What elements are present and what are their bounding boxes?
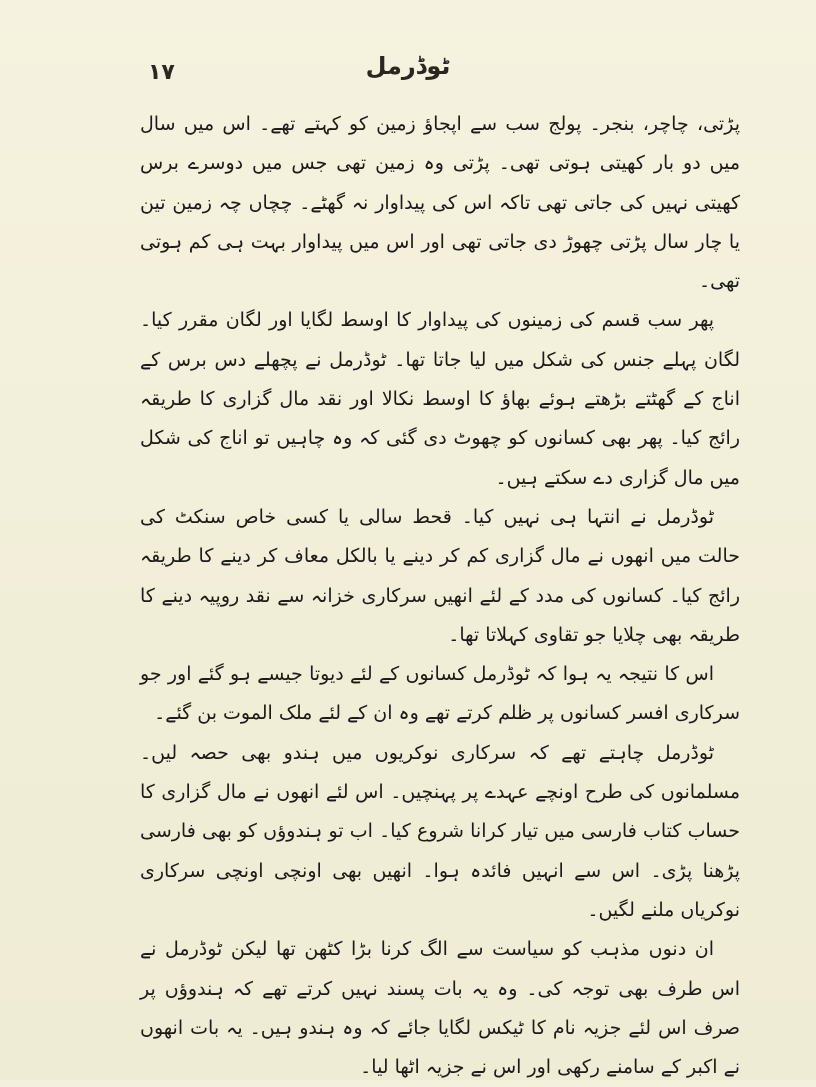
paragraph: ان دنوں مذہب کو سیاست سے الگ کرنا بڑا کٹھن تھا لیکن ٹوڈرمل نے اس طرف بھی توجہ کی۔ وہ یہ بات پسند نہیں کرتے تھے کہ ہندوؤں پر صرف اس لئے جزیہ نام کا ٹیکس لگایا جائے کہ وہ ہندو ہیں۔ یہ بات انھوں نے اکبر کے سامنے رکھی اور اس نے جزیہ اٹھا لیا۔ xyxy=(140,938,740,1079)
paragraph: پھر سب قسم کی زمینوں کی پیداوار کا اوسط لگایا اور لگان مقرر کیا۔ لگان پہلے جنس کی شکل میں لیا جاتا تھا۔ ٹوڈرمل نے پچھلے دس برس کے اناج کے گھٹتے بڑھتے ہوئے بھاؤ کا اوسط نکالا اور نقد مال گزاری کا طریقہ رائج کیا۔ پھر بھی کسانوں کو چھوٹ دی گئی کہ وہ چاہیں تو اناج کی شکل میں مال گزاری دے سکتے ہیں۔ xyxy=(140,309,740,489)
paragraph: پڑتی، چاچر، بنجر۔ پولج سب سے اپجاؤ زمین کو کہتے تھے۔ اس میں سال میں دو بار کھیتی ہوتی تھی۔ پڑتی وہ زمین تھی جس میں دوسرے برس کھیتی نہیں کی جاتی تھی تاکہ اس کی پیداوار نہ گھٹے۔ چچاں چہ زمین تین یا چار سال پڑتی چھوڑ دی جاتی تھی اور اس میں پیداوار بہت ہی کم ہوتی تھی۔ xyxy=(140,113,740,293)
paragraph: ٹوڈرمل چاہتے تھے کہ سرکاری نوکریوں میں ہندو بھی حصہ لیں۔ مسلمانوں کی طرح اونچے عہدے پر پہنچیں۔ اس لئے انھوں نے مال گزاری کا حساب کتاب فارسی میں تیار کرانا شروع کیا۔ اب تو ہندوؤں کو بھی فارسی پڑھنا پڑی۔ اس سے انہیں فائدہ ہوا۔ انھیں بھی اونچی اونچی سرکاری نوکریاں ملنے لگیں۔ xyxy=(140,741,740,921)
body-text xyxy=(140,105,740,1087)
paragraph: اس کا نتیجہ یہ ہوا کہ ٹوڈرمل کسانوں کے لئے دیوتا جیسے ہو گئے اور جو سرکاری افسر کسانوں پر ظلم کرتے تھے وہ ان کے لئے ملک الموت بن گئے۔ xyxy=(140,663,740,725)
page-number: ۱۷ xyxy=(148,60,175,85)
running-title: ٹوڈرمل xyxy=(365,52,451,80)
paragraph: ٹوڈرمل نے انتہا ہی نہیں کیا۔ قحط سالی یا کسی خاص سنکٹ کی حالت میں انھوں نے مال گزاری کم کر دینے یا بالکل معاف کر دینے کا طریقہ رائج کیا۔ کسانوں کی مدد کے لئے انھیں سرکاری خزانہ سے نقد روپیہ دینے کا طریقہ بھی چلایا جو تقاوی کہلاتا تھا۔ xyxy=(140,505,740,646)
